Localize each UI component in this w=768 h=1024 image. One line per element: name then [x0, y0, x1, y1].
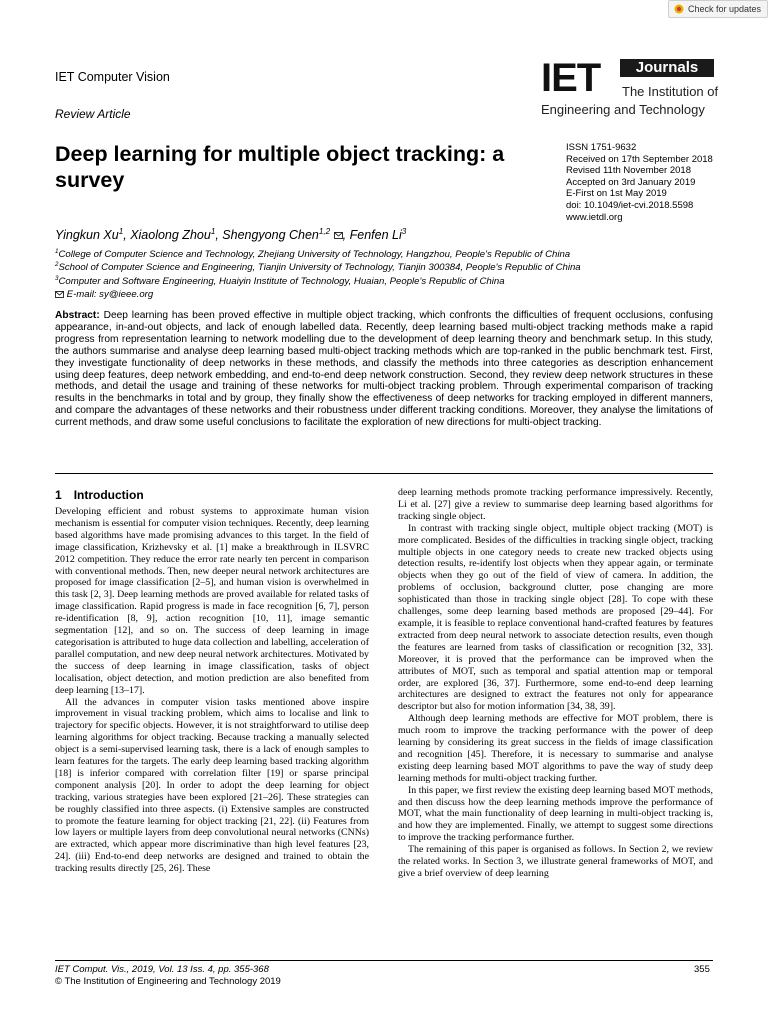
abstract-label: Abstract: [55, 310, 100, 321]
abstract-text: Deep learning has been proved effective in multiple object tracking, which confronts the difficulties of frequent occlusions, confusing appearance, in-and-out objects, and lack of enough labelled data. Recently, deep learning based multi-object tracking methods make a rapid progress from representation learning to network modelling due to the development of deep learning theory and benchmark setup. In this study, the authors summarise and analyse deep learning based multi-object tracking methods which are top-ranked in the public benchmark test. First, they investigate functionality of deep networks in these methods, and classify the methods into three categories as description enhancement using deep features, deep network embedding, and end-to-end deep network construction. Second, they review deep network structures in these methods, and detail the usage and training of these networks for multi-object tracking problem. Through experimental comparison of tracking results in the benchmarks in total and by group, they finally show the effectiveness of deep networks for tracking employed in different manners, and compare the advantages of these networks and their robustness under different tracking conditions. Moreover, they analyse the limitations of current methods, and draw some useful conclusions to facilitate the exploration of new directions for multi-object tracking. [55, 310, 713, 429]
crossmark-icon [674, 4, 684, 14]
paragraph: The remaining of this paper is organised as follows. In Section 2, we review the related works. In Section 3, we illustrate general frameworks of MOT, and give a brief overview of deep learning [398, 844, 713, 879]
paragraph: Developing efficient and robust systems to approximate human vision mechanism is essential for computer vision techniques. Recently, deep learning based algorithms have made promising advances to this target. In the field of image classification, Krizhevsky et al. [1] make a breakthrough in ILSVRC 2012 competition. They reduce the error rate nearly ten percent in comparison with conventional methods. Then, new deeper neural network architectures are proposed for image classification [2–5], and human vision is overwhelmed in this task [2, 3]. Deep learning methods are proved available for related tasks of image classification. Rapid progress is made in face recognition [6, 7], person re-identification [8, 9], action recognition [10, 11], image semantic segmentation [12], and so on. The success of deep learning in image categorisation is attributed to huge data collection and labelling, acceleration of parallel computation, and new deep neural network architectures. Motivated by the success of deep learning in image classification, tasks of object localisation, object detection, and motion prediction are also benefited from deep learning [13–17]. [55, 506, 369, 696]
publication-info [566, 142, 713, 223]
check-for-updates-button[interactable] [668, 0, 768, 18]
affiliation [55, 276, 505, 287]
footer-divider [55, 960, 713, 961]
section-number: 1 [55, 488, 62, 502]
corresponding-email [55, 289, 153, 300]
envelope-icon [334, 232, 343, 239]
affiliation-sup: 1 [55, 247, 59, 255]
page-number: 355 [694, 964, 710, 975]
journal-name: IET Computer Vision [55, 70, 170, 84]
author-affiliation-sup: 3 [401, 226, 407, 236]
received-date: Received on 17th September 2018 [566, 153, 713, 165]
author-name: Yingkun Xu [55, 228, 119, 242]
issn: ISSN 1751-9632 [566, 142, 637, 153]
author-affiliation-sup: 1 [118, 226, 124, 236]
author-affiliation-sup: 1 [210, 226, 216, 236]
author-list: Yingkun Xu$^1$, Xiaolong Zhou$^1$, Shengyong Chen$^{1,2}$ , Fenfen Li$^3$ [55, 226, 407, 242]
paragraph: In this paper, we first review the existing deep learning based MOT methods, and then discuss how the deep learning methods improve the performance of MOT, what the main functionality of deep learning in multi-object tracking is, and how they are implemented. Finally, we attempt to suggest some directions to improve the tracking performance further. [398, 784, 713, 844]
doi-link[interactable]: doi: 10.1049/iet-cvi.2018.5598 [566, 199, 694, 211]
paper-title: Deep learning for multiple object tracking: a survey [55, 142, 505, 192]
logo-institution-line2: Engineering and Technology [541, 102, 705, 117]
logo-iet-text: IET [541, 56, 601, 100]
body-column-right [398, 487, 713, 880]
section-title: Introduction [73, 488, 144, 502]
paragraph: Although deep learning methods are effective for MOT problem, there is much room to improve the tracking performance with the power of deep learning by considering its great success in the fields of image classification and recognition [45]. Therefore, it is necessary to summarise and analyse existing deep learning based MOT algorithms to pave the way of study deep learning methods for multi-object tracking further. [398, 713, 713, 784]
affiliation-sup: 2 [55, 260, 59, 268]
accepted-date: Accepted on 3rd January 2019 [566, 176, 696, 188]
footer-citation: IET Comput. Vis., 2019, Vol. 13 Iss. 4, pp. 355-368 [55, 964, 269, 975]
section-heading [55, 488, 156, 502]
envelope-icon [55, 291, 64, 298]
article-type: Review Article [55, 107, 131, 121]
author-affiliation-sup: 1,2 [318, 226, 331, 236]
body-column-left [55, 506, 369, 875]
affiliation-sup: 3 [55, 274, 59, 282]
paragraph: In contrast with tracking single object, multiple object tracking (MOT) is more complicated. Besides of the difficulties in tracking single object, tracking multiple objects in one category needs to create new tracked objects using detection results, re-identify lost objects when they appear again, or terminate objects when they go out of the field of view of camera. In addition, the problems of occlusion, background clutter, pose changing are more sophisticated than those in tracking single object [28]. To cope with these challenges, some deep learning based methods are proposed [29–44]. For example, it is feasible to replace conventional hand-crafted features by features extracted from deep neural network to associate detection results, even though the features are learned from tasks of classification or recognition [32, 33]. Moreover, it is proved that the performance can be improved when the attributes of MOT, such as temporal and spatial attention map or temporal order, are explored [36, 37]. Furthermore, some end-to-end deep learning architectures are designed to extract the features not only for appearance descriptor but also for motion information [34, 38, 39]. [398, 522, 713, 713]
paragraph: deep learning methods promote tracking performance impressively. Recently, Li et al. [27] give a review to summarise deep learning based algorithms for tracking single object. [398, 487, 713, 522]
logo-institution-line1: The Institution of [622, 84, 719, 99]
logo-journals-badge: Journals [620, 59, 714, 77]
iet-journals-logo [541, 58, 717, 120]
author-name: Shengyong Chen [222, 228, 319, 242]
affiliation [55, 249, 570, 260]
revised-date: Revised 11th November 2018 [566, 165, 691, 177]
website-link[interactable]: www.ietdl.org [566, 211, 623, 223]
author-name: Xiaolong Zhou [130, 228, 211, 242]
email-text[interactable]: E-mail: sy@ieee.org [66, 289, 154, 300]
check-for-updates-label: Check for updates [688, 4, 762, 14]
affiliation-text: Computer and Software Engineering, Huaiyin Institute of Technology, Huaian, People's Republic of China [58, 276, 505, 287]
affiliation-text: College of Computer Science and Technology, Zhejiang University of Technology, Hangzhou, People's Republic of China [58, 249, 571, 260]
e-first-date: E-First on 1st May 2019 [566, 188, 667, 200]
affiliation-text: School of Computer Science and Engineering, Tianjin University of Technology, Tianjin 300384, People's Republic of China [58, 262, 581, 273]
abstract [55, 310, 713, 429]
author-name: Fenfen Li [349, 228, 402, 242]
divider [55, 473, 713, 474]
paragraph: All the advances in computer vision tasks mentioned above inspire improvement in visual tracking problem, which aims to localise and link to trajectory for specific objects. However, it is not straightforward to utilise deep learning algorithms for object tracking. Because tracking a manually selected object is a semi-supervised learning task, there is a lack of enough samples to learn features for the targets. The early deep learning based tracking algorithm [18] is inferior compared with correlation filter [19] or sparse principal component analysis [20]. In order to adopt the deep learning for object tracking, various strategies have been explored [21–26]. These strategies can be roughly classified into three aspects. (i) Extensive samples are constructed to promote the feature learning for object tracking [21, 22]. (ii) Features from low layers or multiple layers from deep convolutional neural networks (CNNs) are extracted, which appear more discriminative than high level features [23, 24]. (iii) End-to-end deep networks are designed and trained to obtain the tracking results directly [25, 26]. These [55, 696, 369, 875]
affiliation [55, 262, 581, 273]
footer-copyright: © The Institution of Engineering and Technology 2019 [55, 976, 281, 987]
